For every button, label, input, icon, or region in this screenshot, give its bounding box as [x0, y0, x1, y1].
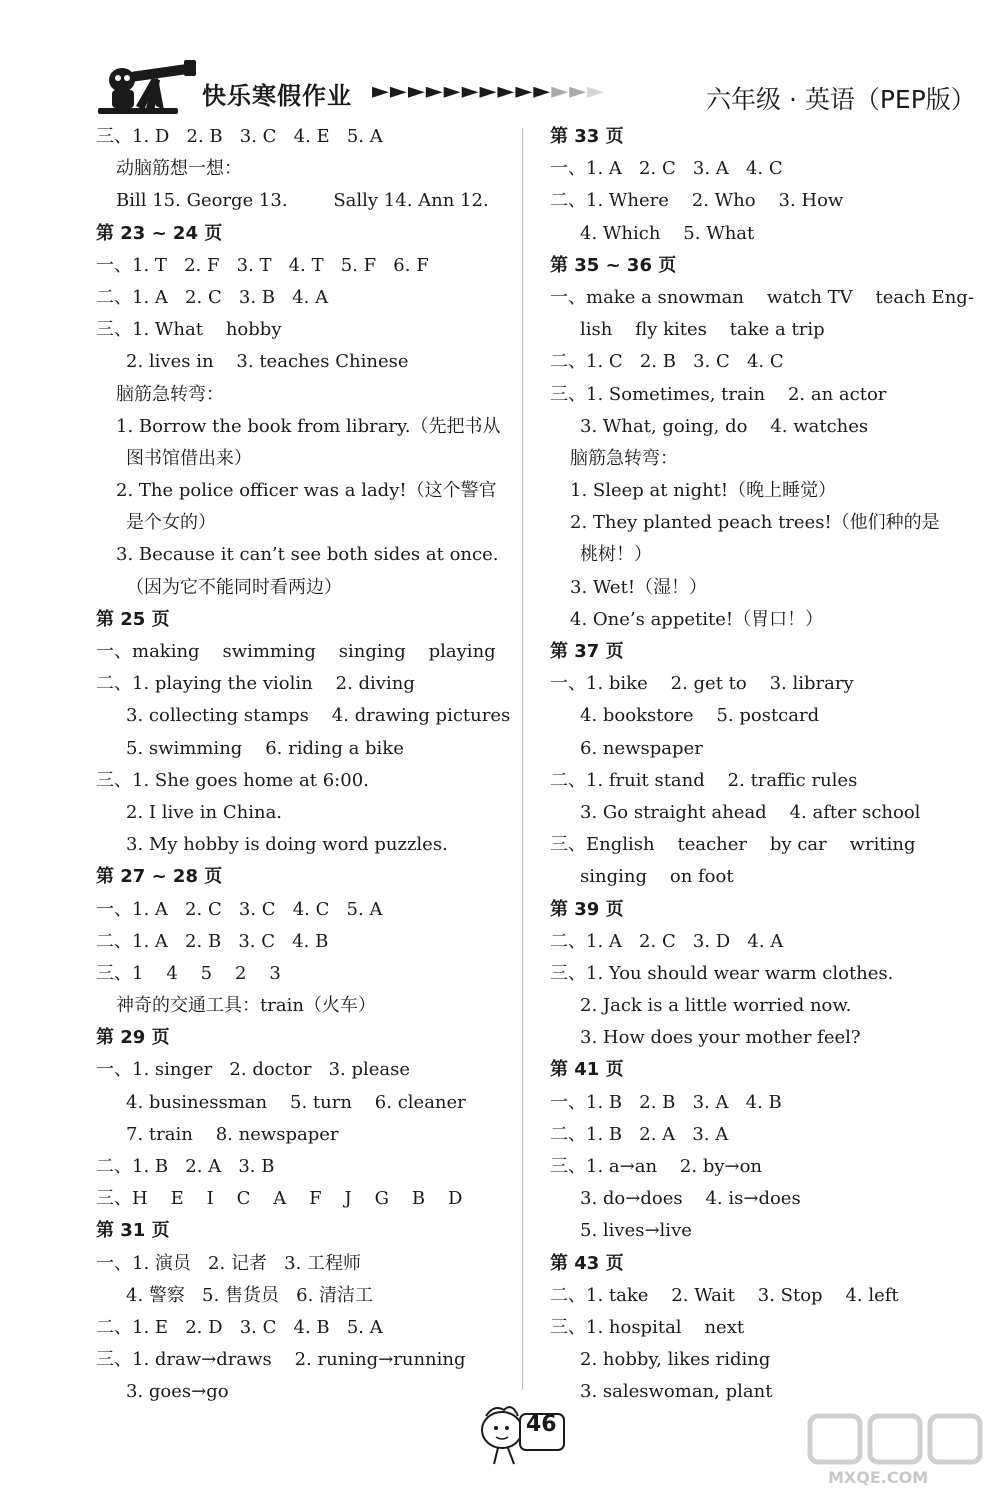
answer-line: 3. goes→go — [126, 1381, 229, 1403]
page-range-heading: 第 35 ~ 36 页 — [550, 254, 677, 276]
page-range-heading: 第 37 页 — [550, 641, 624, 662]
answer-line: 2. They planted peach trees!（他们种的是 — [570, 512, 940, 534]
answer-line: 4. businessman 5. turn 6. cleaner — [126, 1091, 466, 1113]
answer-line: 4. Which 5. What — [580, 222, 755, 244]
answer-column-right — [550, 121, 974, 1409]
answer-line: 2. hobby, likes riding — [580, 1349, 771, 1371]
answer-line: 脑筋急转弯： — [116, 383, 224, 405]
page-range-heading: 第 25 页 — [96, 608, 170, 630]
answer-line: singing on foot — [580, 866, 734, 888]
answer-line: 三、1. Sometimes, train 2. an actor — [550, 383, 887, 405]
answer-line: 二、1. fruit stand 2. traffic rules — [550, 769, 858, 791]
answer-line: 一、making swimming singing playing — [96, 641, 496, 662]
answer-line: 三、1. She goes home at 6:00. — [96, 769, 369, 791]
page-range-heading: 第 43 页 — [550, 1252, 624, 1274]
answer-line: 二、1. A 2. C 3. D 4. A — [550, 930, 784, 952]
answer-line: 三、1. D 2. B 3. C 4. E 5. A — [96, 126, 383, 147]
answer-line: 一、1. A 2. C 3. A 4. C — [550, 158, 783, 180]
answer-line: 3. collecting stamps 4. drawing pictures — [126, 705, 511, 727]
answer-line: 3. Wet!（湿！） — [570, 576, 708, 598]
answer-line: 3. do→does 4. is→does — [580, 1188, 801, 1210]
page-range-heading: 第 31 页 — [96, 1220, 170, 1242]
page-range-heading: 第 41 页 — [550, 1059, 624, 1081]
answer-line: 6. newspaper — [580, 737, 703, 759]
answer-line: 一、1. 演员 2. 记者 3. 工程师 — [96, 1252, 362, 1274]
answer-line: 二、1. take 2. Wait 3. Stop 4. left — [550, 1284, 899, 1306]
answer-line: 7. train 8. newspaper — [126, 1123, 339, 1145]
answer-line: 5. lives→live — [580, 1220, 692, 1242]
answer-line: 一、1. singer 2. doctor 3. please — [96, 1059, 411, 1081]
answer-line: 二、1. B 2. A 3. A — [550, 1123, 729, 1145]
answer-line: 二、1. A 2. B 3. C 4. B — [96, 930, 329, 952]
answer-line: 一、1. A 2. C 3. C 4. C 5. A — [96, 898, 383, 920]
answer-line: Bill 15. George 13. Sally 14. Ann 12. — [116, 190, 489, 212]
page-range-heading: 第 29 页 — [96, 1027, 170, 1049]
answer-line: 三、1. hospital next — [550, 1316, 745, 1338]
answer-line: 三、1. draw→draws 2. runing→running — [96, 1349, 466, 1371]
answer-line: 二、1. B 2. A 3. B — [96, 1156, 275, 1177]
arrow-faded-icons: ►► — [551, 79, 588, 104]
answer-line: 一、1. B 2. B 3. A 4. B — [550, 1091, 782, 1113]
answer-line: 3. Go straight ahead 4. after school — [580, 801, 921, 823]
answer-line: 一、1. T 2. F 3. T 4. T 5. F 6. F — [96, 254, 429, 276]
answer-line: 1. Sleep at night!（晚上睡觉） — [570, 480, 837, 502]
answer-line: 2. The police officer was a lady!（这个警官 — [116, 480, 497, 502]
answer-line: 2. Jack is a little worried now. — [580, 995, 852, 1017]
column-divider — [522, 128, 523, 1390]
answer-line: 桃树！） — [580, 544, 652, 566]
page-range-heading: 第 39 页 — [550, 898, 624, 920]
answer-line: 3. saleswoman, plant — [580, 1381, 773, 1403]
answer-column-left — [96, 121, 516, 1409]
book-brand-title: 快乐寒假作业 — [202, 82, 352, 110]
answer-line: 是个女的） — [126, 512, 216, 534]
answer-line: 脑筋急转弯： — [570, 447, 678, 469]
answer-line: （因为它不能同时看两边） — [126, 576, 342, 598]
page-range-heading: 第 27 ~ 28 页 — [96, 866, 223, 888]
answer-line: 三、1. You should wear warm clothes. — [550, 962, 894, 984]
telescope-kid-logo-icon — [92, 58, 200, 120]
answer-line: 2. lives in 3. teaches Chinese — [126, 351, 409, 373]
answer-line: 1. Borrow the book from library.（先把书从 — [116, 415, 501, 437]
answer-line: 三、1 4 5 2 3 — [96, 962, 281, 984]
answer-line: 一、1. bike 2. get to 3. library — [550, 673, 854, 695]
answer-line: 二、1. C 2. B 3. C 4. C — [550, 351, 784, 373]
arrow-faint-icons: ► — [587, 79, 605, 104]
answer-line: 3. My hobby is doing word puzzles. — [126, 834, 448, 856]
answer-line: 神奇的交通工具：train（火车） — [116, 995, 376, 1017]
page-range-heading: 第 33 页 — [550, 126, 624, 147]
answer-line: 二、1. E 2. D 3. C 4. B 5. A — [96, 1316, 383, 1338]
answer-line: 二、1. A 2. C 3. B 4. A — [96, 286, 329, 308]
answer-line: 4. bookstore 5. postcard — [580, 705, 820, 727]
answer-line: 3. Because it can’t see both sides at once. — [116, 544, 499, 566]
answer-line: 3. How does your mother feel? — [580, 1027, 861, 1049]
answer-line: 二、1. Where 2. Who 3. How — [550, 190, 844, 212]
answer-line: 4. One’s appetite!（胃口！） — [570, 608, 824, 630]
answer-line: 图书馆借出来） — [126, 447, 252, 469]
page-range-heading: 第 23 ~ 24 页 — [96, 222, 223, 244]
answer-line: 三、English teacher by car writing — [550, 834, 916, 856]
answer-line: 动脑筋想一想： — [116, 158, 242, 180]
answer-line: 2. I live in China. — [126, 801, 283, 823]
answer-line: lish fly kites take a trip — [580, 319, 825, 341]
answer-line: 三、H E I C A F J G B D — [96, 1188, 463, 1210]
answer-line: 三、1. a→an 2. by→on — [550, 1156, 763, 1177]
cartoon-kid-scroll-icon — [474, 1392, 574, 1472]
answer-line: 一、make a snowman watch TV teach Eng- — [550, 286, 974, 308]
answer-line: 二、1. playing the violin 2. diving — [96, 673, 415, 695]
decorative-arrows — [372, 79, 605, 104]
answer-line: 三、1. What hobby — [96, 319, 282, 341]
answer-line: 4. 警察 5. 售货员 6. 清洁工 — [126, 1284, 374, 1306]
page-header — [0, 0, 1000, 120]
grade-subject-label: 六年级 · 英语（PEP版） — [706, 85, 976, 114]
answer-line: 3. What, going, do 4. watches — [580, 415, 869, 437]
watermark-text: MXQE.COM — [828, 1468, 929, 1487]
page-number: 46 — [526, 1412, 557, 1437]
answer-line: 5. swimming 6. riding a bike — [126, 737, 404, 759]
arrow-solid-icons: ►►►►►►►►►► — [372, 79, 552, 104]
